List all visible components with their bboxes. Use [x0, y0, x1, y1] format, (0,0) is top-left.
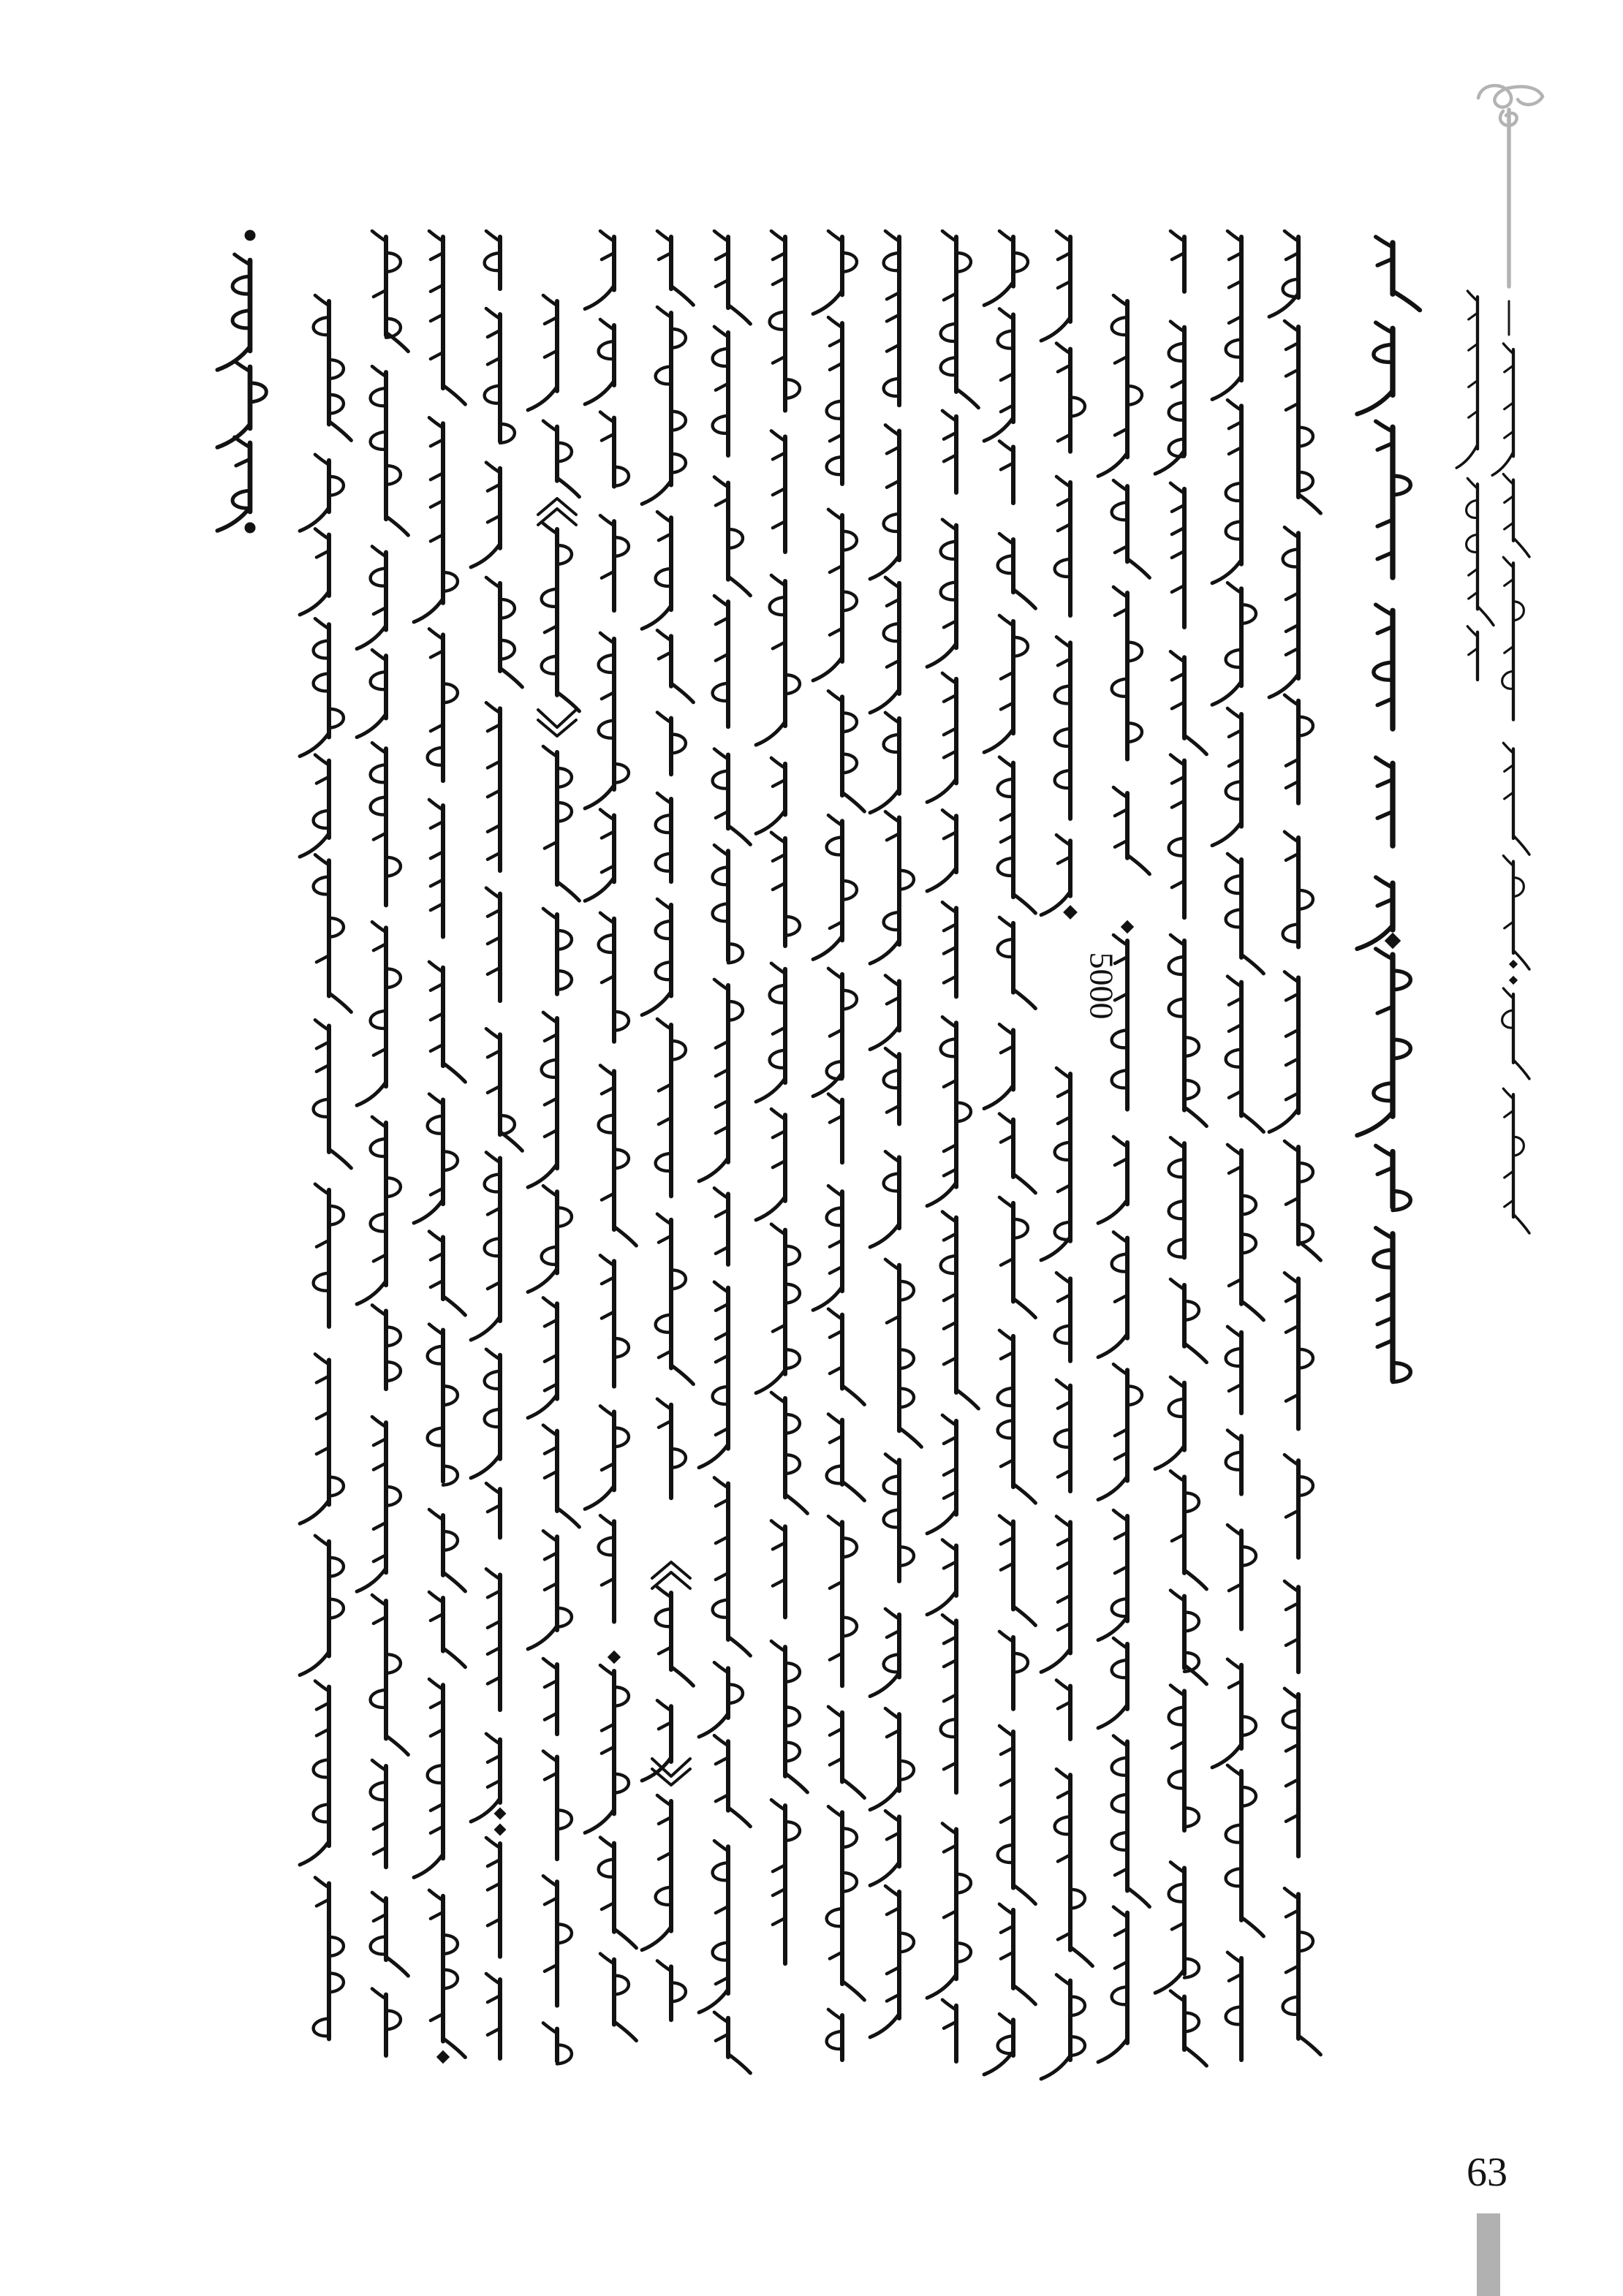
header-subtitle-line — [1456, 291, 1494, 680]
body-text-line-10 — [813, 231, 864, 2060]
page-number: 63 — [1467, 2150, 1507, 2195]
body-text-line-15 — [1098, 295, 1149, 2062]
body-text-line-11 — [870, 231, 921, 2037]
body-text-line-6 — [585, 231, 636, 2041]
body-text-line-7 — [642, 231, 693, 2020]
body-text-line-1 — [300, 295, 351, 2039]
flourish-ornament-icon — [1478, 86, 1543, 335]
body-text-line-14 — [1041, 231, 1092, 2079]
body-text-line-9 — [756, 231, 807, 1963]
body-text-line-8 — [699, 231, 750, 2073]
body-text-line-18 — [1269, 231, 1320, 2055]
body-text-line-2 — [357, 231, 408, 2056]
body-text-line-12 — [927, 231, 978, 2061]
body-text-line-5 — [528, 295, 579, 2064]
header-note-line — [1492, 344, 1529, 1233]
body-text-line-3 — [414, 231, 465, 2064]
body-text-line-4 — [471, 231, 522, 2058]
body-text-line-16 — [1155, 231, 1206, 2066]
header-title-line — [1357, 237, 1420, 1382]
article-heading-line — [217, 230, 266, 534]
body-text-line-13 — [984, 231, 1035, 2075]
body-text-line-17 — [1212, 231, 1263, 2060]
page-edge-tab-icon — [1477, 2213, 1500, 2296]
inline-number-5000: 5000 — [1083, 952, 1121, 1020]
